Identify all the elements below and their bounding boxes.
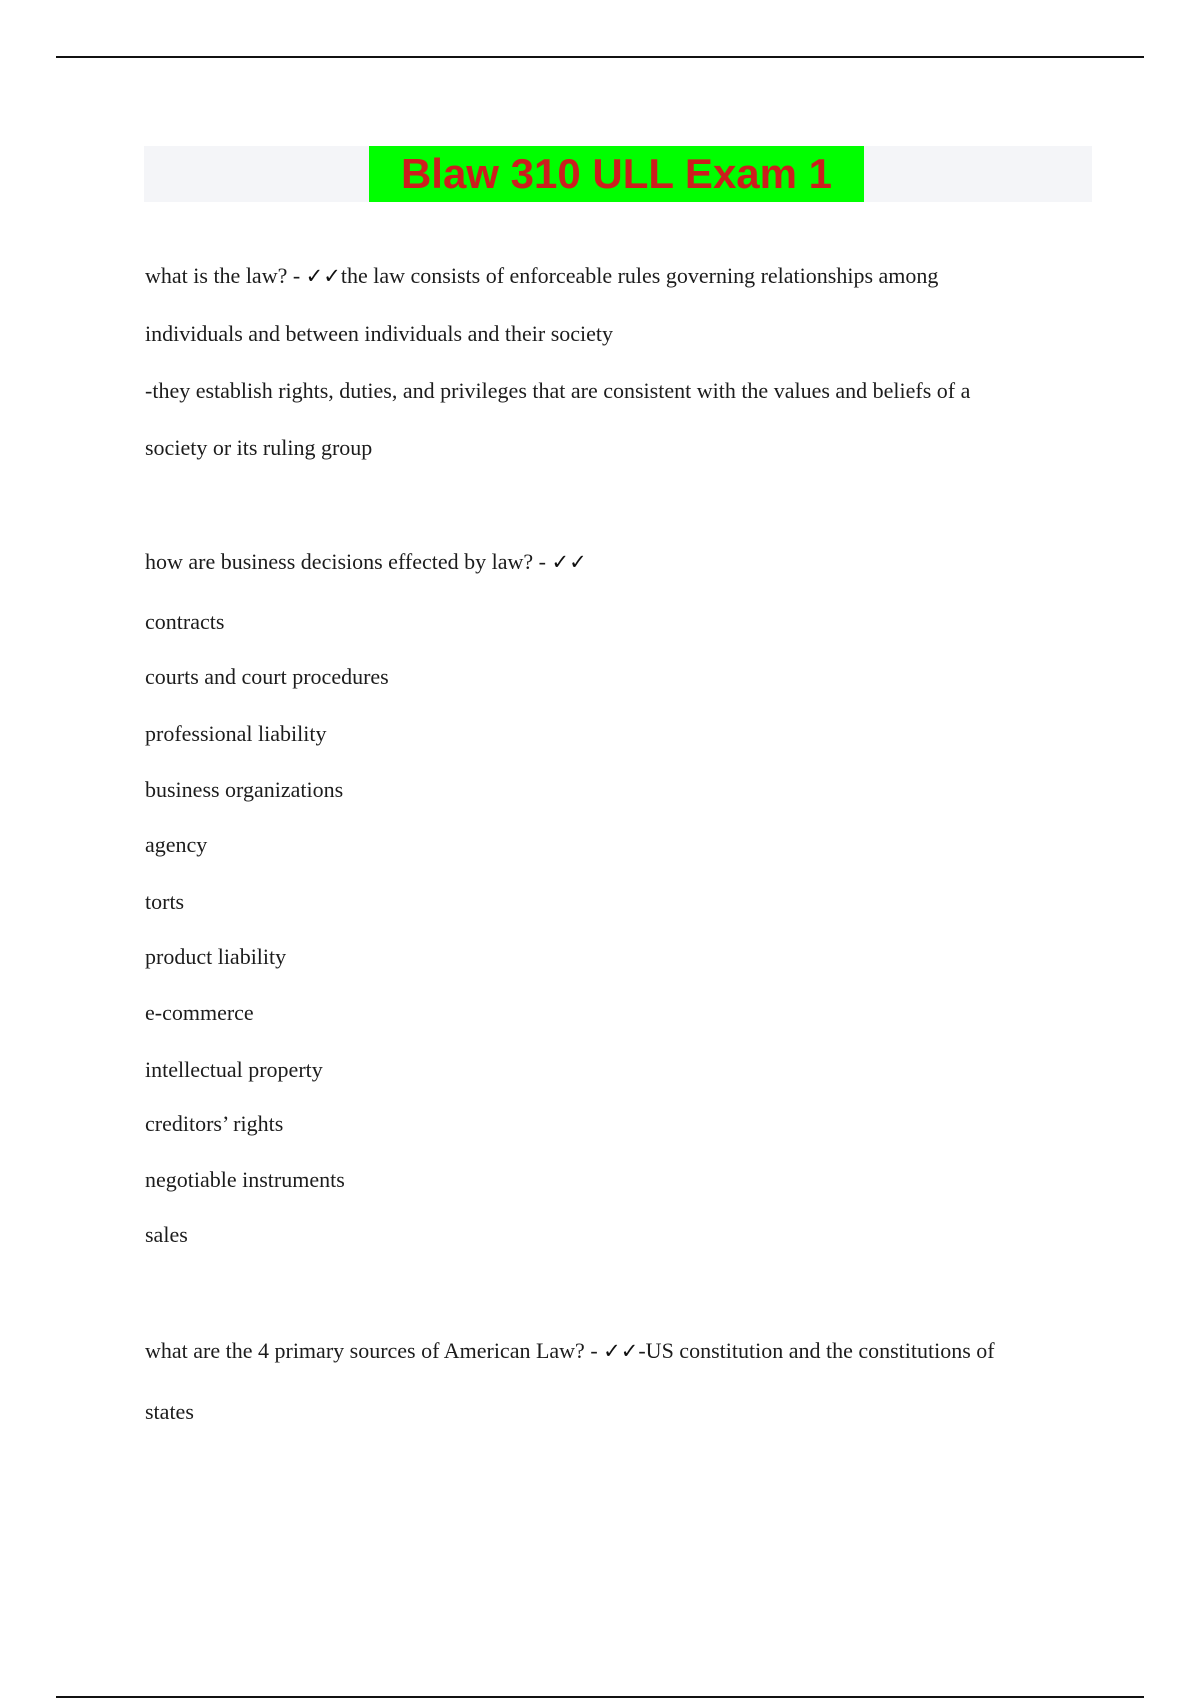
list-item: professional liability: [145, 721, 327, 746]
qa-2-question: how are business decisions effected by law? -: [145, 549, 552, 574]
qa-2-question-line: [145, 548, 587, 576]
check-mark-icon: ✓✓: [551, 550, 587, 574]
list-item: product liability: [145, 944, 287, 969]
bottom-rule: [56, 1696, 1144, 1698]
list-item: business organizations: [145, 777, 344, 802]
list-item: contracts: [145, 609, 225, 634]
list-item: creditors’ rights: [145, 1111, 284, 1136]
qa-1-answer-line: society or its ruling group: [145, 435, 373, 460]
list-item: courts and court procedures: [145, 664, 389, 689]
qa-3-answer-line: states: [145, 1399, 194, 1424]
list-item: e-commerce: [145, 1000, 254, 1025]
list-item: agency: [145, 832, 208, 857]
qa-3-answer: -US constitution and the constitutions of: [638, 1338, 995, 1363]
qa-1-answer-line: -they establish rights, duties, and privileges that are consistent with the values and beliefs of a: [145, 378, 971, 403]
check-mark-icon: ✓✓: [305, 264, 341, 288]
qa-1-question-line: [145, 262, 938, 290]
list-item: negotiable instruments: [145, 1167, 345, 1192]
top-rule: [56, 56, 1144, 58]
list-item: sales: [145, 1222, 188, 1247]
check-mark-icon: ✓✓: [603, 1339, 639, 1363]
qa-1-answer-line: individuals and between individuals and their society: [145, 321, 614, 346]
qa-3-question: what are the 4 primary sources of American Law? -: [145, 1338, 604, 1363]
list-item: torts: [145, 889, 185, 914]
qa-1-answer: the law consists of enforceable rules governing relationships among: [340, 263, 939, 288]
qa-1-question: what is the law? -: [145, 263, 306, 288]
qa-3-question-line: [145, 1337, 995, 1365]
list-item: intellectual property: [145, 1057, 323, 1082]
document-title: Blaw 310 ULL Exam 1: [369, 146, 864, 202]
